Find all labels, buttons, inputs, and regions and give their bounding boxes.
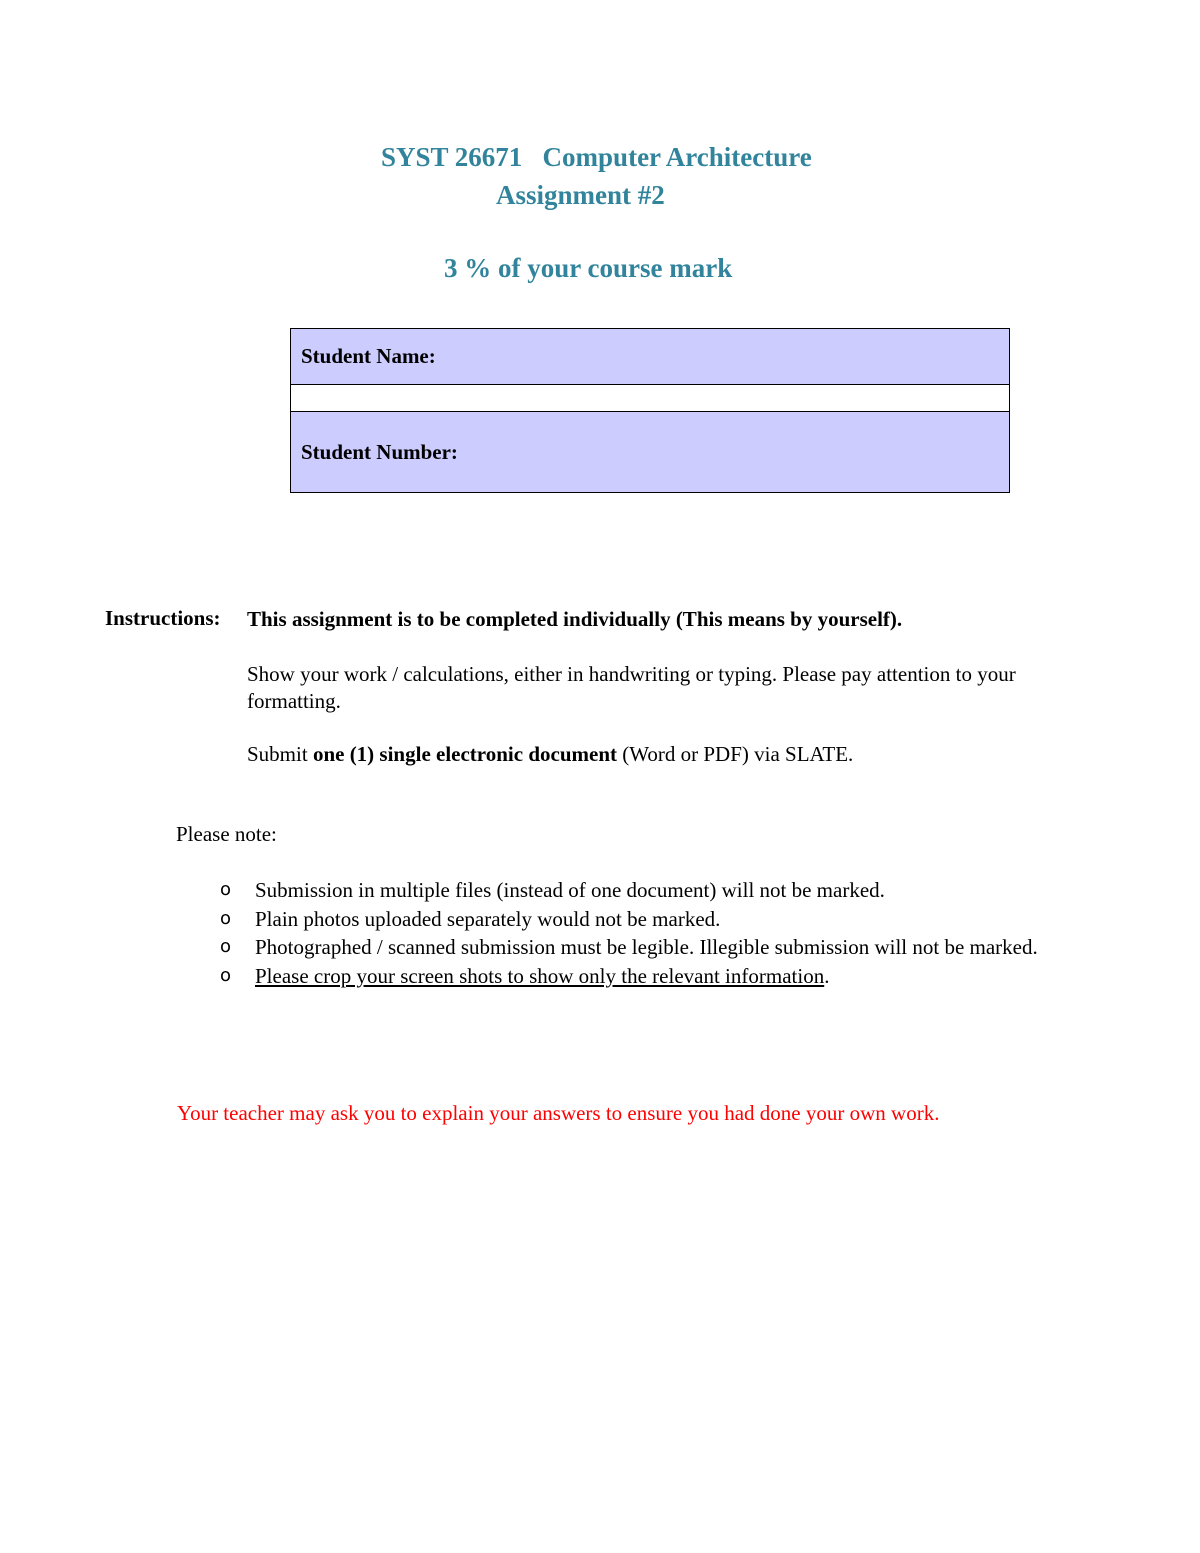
- submit-prefix: Submit: [247, 742, 313, 766]
- individual-instruction: This assignment is to be completed individually (This means by yourself).: [247, 607, 903, 631]
- student-number-label: Student Number:: [301, 439, 458, 464]
- list-item: [220, 876, 1080, 905]
- submit-suffix: (Word or PDF) via SLATE.: [617, 742, 854, 766]
- please-note-label: Please note:: [176, 822, 277, 846]
- list-item: [220, 962, 1080, 991]
- instructions-label: Instructions:: [105, 606, 221, 630]
- list-item: [220, 933, 1080, 962]
- notes-list: [220, 876, 1080, 990]
- warning-text: Your teacher may ask you to explain your answers to ensure you had done your own work.: [177, 1101, 940, 1125]
- blank-row: [291, 384, 1009, 412]
- list-item: [220, 905, 1080, 934]
- note-text: Photographed / scanned submission must be legible. Illegible submission will not be marked.: [255, 935, 1038, 959]
- note-text: Submission in multiple files (instead of one document) will not be marked.: [255, 878, 885, 902]
- student-info-table: [290, 328, 1010, 493]
- course-weight: 3 % of your course mark: [444, 253, 733, 283]
- note-suffix: .: [824, 963, 830, 988]
- bullet-circle-icon: o: [220, 964, 232, 986]
- note-text: Please crop your screen shots to show only the relevant information: [255, 963, 825, 988]
- assignment-title: Assignment #2: [496, 180, 665, 210]
- student-name-label: Student Name:: [301, 344, 436, 368]
- submit-instruction: [247, 741, 1077, 768]
- student-name-row[interactable]: [291, 329, 1009, 384]
- course-title: SYST 26671 Computer Architecture: [381, 142, 812, 172]
- bullet-circle-icon: o: [220, 936, 232, 957]
- show-work-instruction: Show your work / calculations, either in handwriting or typing. Please pay attention to your formatting.: [247, 662, 1016, 713]
- note-text: Plain photos uploaded separately would not be marked.: [255, 906, 721, 931]
- student-number-row[interactable]: [291, 412, 1009, 492]
- bullet-circle-icon: o: [220, 879, 232, 900]
- bullet-circle-icon: o: [220, 907, 232, 929]
- submit-bold: one (1) single electronic document: [312, 742, 617, 766]
